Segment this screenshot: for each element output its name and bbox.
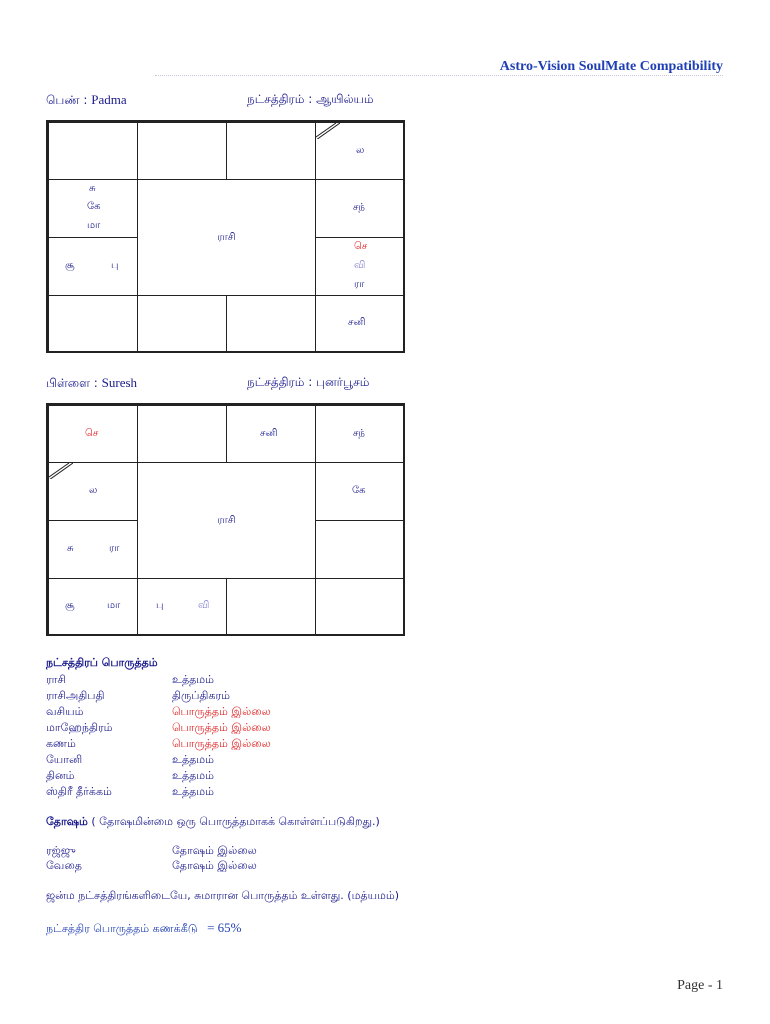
porutham-value: பொருத்தம் இல்லை	[172, 705, 271, 718]
porutham-title: நட்சத்திரப் பொருத்தம்	[46, 656, 158, 669]
porutham-name: மாஹேந்திரம்	[46, 721, 113, 734]
porutham-name: கணம்	[46, 737, 76, 750]
chart-house	[226, 295, 316, 353]
planet-sukran: சு	[67, 543, 74, 554]
groom-header	[46, 375, 137, 392]
chart-house	[137, 295, 227, 353]
page-number: Page - 1	[677, 978, 723, 993]
chart-center-label	[137, 179, 316, 296]
chart-house	[315, 520, 405, 579]
chart-house	[315, 179, 405, 238]
dosham-name: ரஜ்ஜு	[46, 844, 76, 857]
chart-house	[48, 520, 138, 579]
planet-mars: செ	[354, 241, 368, 252]
chart-house	[226, 578, 316, 636]
header-divider	[155, 75, 723, 76]
chart-house	[137, 122, 227, 180]
chart-house	[226, 122, 316, 180]
planet-venus: வி	[354, 260, 366, 271]
porutham-value: உத்தமம்	[172, 673, 215, 686]
chart-house	[48, 578, 138, 636]
planet-moon: சந்	[353, 428, 365, 439]
chart-house	[315, 405, 405, 463]
planet-kethu: கே	[87, 201, 101, 212]
chart-house	[137, 405, 227, 463]
planet-mercury: பு	[111, 260, 119, 271]
groom-label: பிள்ளை :	[46, 376, 98, 390]
porutham-name: ராசிஅதிபதி	[46, 689, 105, 702]
dosham-header	[46, 815, 380, 830]
dosham-title: தோஷம்	[46, 815, 88, 828]
planet-mercury: பு	[156, 600, 164, 611]
chart-house	[315, 462, 405, 521]
chart-house	[315, 237, 405, 296]
planet-moon: சந்	[353, 202, 365, 213]
groom-star-label: நட்சத்திரம் :	[247, 375, 313, 389]
chart-house	[137, 578, 227, 636]
score-label: நட்சத்திர பொருத்தம் கணக்கீடு	[46, 922, 198, 935]
chart-house-lagna	[315, 122, 405, 180]
planet-mars: மா	[87, 220, 101, 231]
chart-house-lagna	[48, 462, 138, 521]
bride-star-header	[247, 92, 374, 108]
score-line	[46, 920, 241, 937]
porutham-value: உத்தமம்	[172, 753, 215, 766]
chart-house	[48, 295, 138, 353]
planet-lagna: ல	[356, 145, 365, 156]
planet-venus: வி	[198, 600, 210, 611]
planet-kethu: கே	[352, 485, 366, 496]
planet-mars: செ	[85, 428, 99, 439]
lagna-marker-icon	[316, 123, 340, 139]
dosham-name: வேதை	[46, 859, 82, 872]
planet-sun: சூ	[65, 260, 75, 271]
chart-house	[48, 122, 138, 180]
lagna-marker-icon	[49, 463, 73, 479]
porutham-value: திருப்திகரம்	[172, 689, 230, 702]
porutham-value: பொருத்தம் இல்லை	[172, 737, 271, 750]
planet-rahu: ரா	[109, 543, 120, 554]
report-brand-title: Astro-Vision SoulMate Compatibility	[499, 59, 723, 74]
rasi-label: ராசி	[217, 231, 236, 243]
score-value: = 65%	[207, 920, 242, 935]
chart-house	[315, 578, 405, 636]
summary-text: ஜன்ம நட்சத்திரங்களிடையே, சுமாரான பொருத்தம் உள்ளது. (மத்யமம்)	[46, 889, 400, 902]
porutham-name: ஸ்திரீ தீர்க்கம்	[46, 785, 112, 798]
planet-rahu: ரா	[354, 279, 365, 290]
planet-lagna: ல	[89, 485, 98, 496]
porutham-value: உத்தமம்	[172, 785, 215, 798]
bride-star: ஆயில்யம்	[316, 92, 374, 106]
planet-saturn: சனி	[260, 428, 278, 439]
porutham-name: யோனி	[46, 753, 83, 766]
porutham-value: உத்தமம்	[172, 769, 215, 782]
groom-star-header	[247, 375, 369, 391]
chart-house	[226, 405, 316, 463]
planet-sukran: சு	[89, 183, 96, 194]
chart-center-label	[137, 462, 316, 579]
bride-star-label: நட்சத்திரம் :	[247, 92, 313, 106]
bride-rasi-chart	[46, 120, 405, 353]
planet-mars: மா	[107, 600, 121, 611]
groom-rasi-chart	[46, 403, 405, 636]
porutham-value: பொருத்தம் இல்லை	[172, 721, 271, 734]
bride-label: பெண் :	[46, 93, 88, 107]
chart-house	[315, 295, 405, 353]
chart-house	[48, 237, 138, 296]
planet-sun: சூ	[65, 600, 75, 611]
planet-saturn: சனி	[348, 317, 366, 328]
porutham-name: ராசி	[46, 673, 67, 686]
dosham-value: தோஷம் இல்லை	[172, 859, 257, 872]
porutham-name: வசியம்	[46, 705, 84, 718]
groom-name: Suresh	[101, 375, 138, 390]
chart-house	[48, 405, 138, 463]
groom-star: புனர்பூசம்	[316, 375, 370, 389]
dosham-note: ( தோஷமின்மை ஒரு பொருத்தமாகக் கொள்ளப்படுகிறது.)	[91, 815, 380, 828]
porutham-name: தினம்	[46, 769, 75, 782]
dosham-value: தோஷம் இல்லை	[172, 844, 257, 857]
bride-header	[46, 92, 127, 109]
rasi-label: ராசி	[217, 514, 236, 526]
bride-name: Padma	[91, 92, 127, 107]
chart-house	[48, 179, 138, 238]
